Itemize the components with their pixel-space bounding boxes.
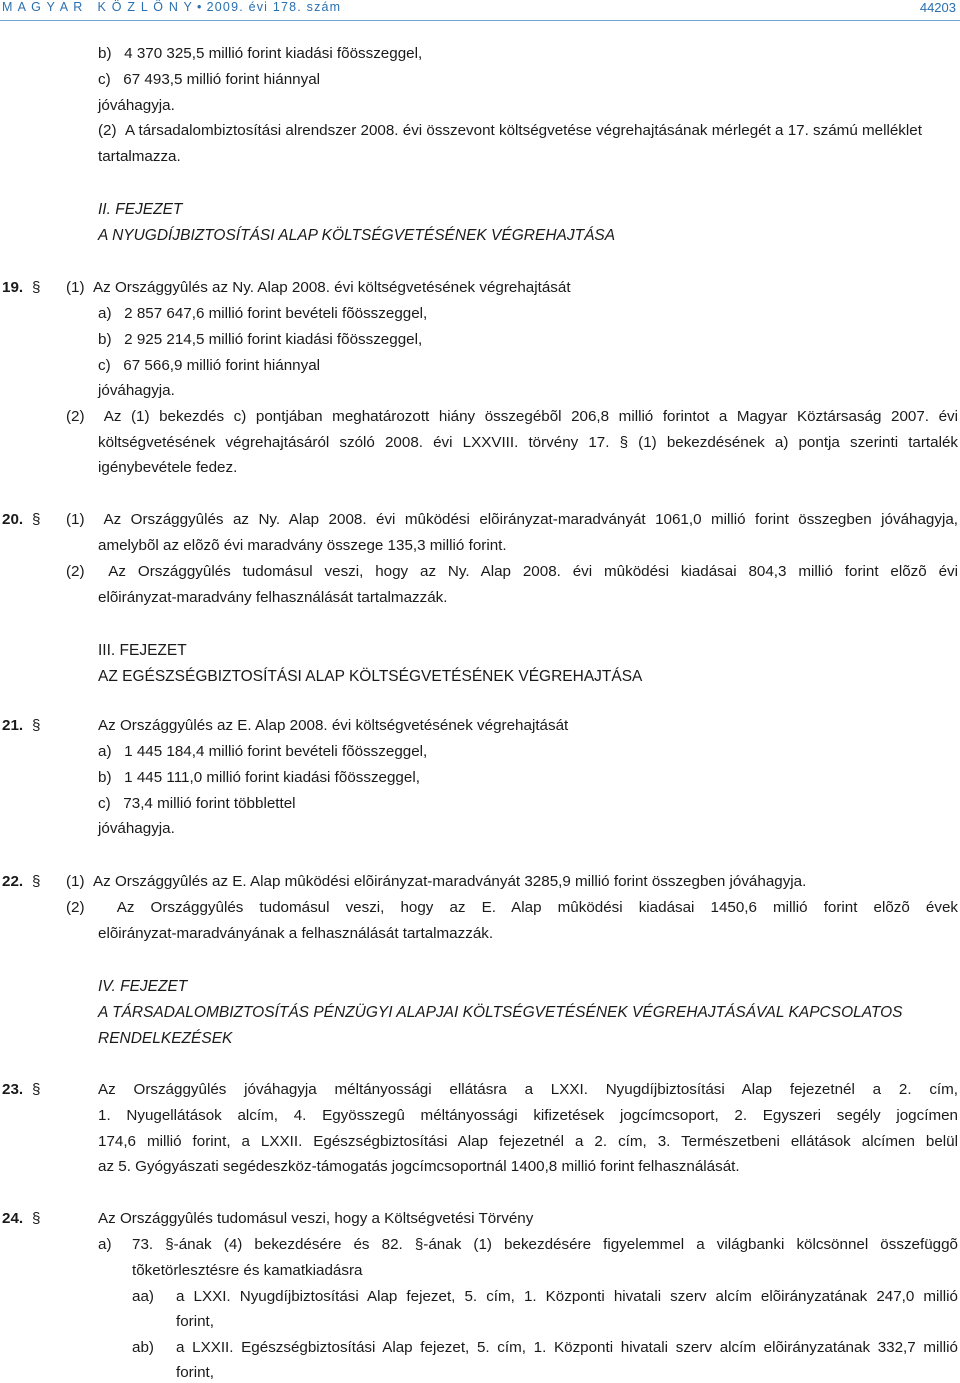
section-sign: § bbox=[32, 279, 41, 296]
paragraph-line: igénybevétele fedez. bbox=[98, 459, 238, 476]
header-rule bbox=[0, 20, 960, 21]
section-sign: § bbox=[32, 1081, 41, 1098]
section-number: 24. bbox=[2, 1210, 24, 1227]
paragraph-line: (1) Az Országgyûlés az E. Alap mûködési elõirányzat-maradványát 3285,9 millió forint összegben jóváhagyja. bbox=[66, 873, 807, 890]
paragraph-line: (2) Az Országgyûlés tudomásul veszi, hogy az E. Alap mûködési kiadásai 1450,6 millió forint elõzõ évek bbox=[66, 899, 958, 916]
list-item: tõketörlesztésre és kamatkiadásra bbox=[132, 1262, 363, 1279]
section-number: 23. bbox=[2, 1081, 24, 1098]
list-item: forint, bbox=[176, 1313, 214, 1330]
page-header bbox=[0, 0, 960, 22]
paragraph-line: amelybõl az elõzõ évi maradvány összege 135,3 millió forint. bbox=[98, 537, 507, 554]
journal-name: M A G Y A R K Ö Z L Ö N Y bbox=[2, 0, 194, 14]
paragraph-line: (2) Az Országgyûlés tudomásul veszi, hogy az Ny. Alap 2008. évi mûködési kiadásai 804,3 millió forint elõzõ évi bbox=[66, 563, 958, 580]
text-line: c) 67 493,5 millió forint hiánnyal bbox=[98, 71, 321, 88]
chapter-subtitle: AZ EGÉSZSÉGBIZTOSÍTÁSI ALAP KÖLTSÉGVETÉSÉNEK VÉGREHAJTÁSA bbox=[98, 668, 643, 685]
chapter-subtitle: A NYUGDÍJBIZTOSÍTÁSI ALAP KÖLTSÉGVETÉSÉNEK VÉGREHAJTÁSA bbox=[98, 227, 616, 244]
section-number: 20. bbox=[2, 511, 24, 528]
section-number: 22. bbox=[2, 873, 24, 890]
paragraph-line: az 5. Gyógyászati segédeszköz-támogatás jogcímcsoportnál 1400,8 millió forint felhasználását. bbox=[98, 1158, 740, 1175]
journal-header bbox=[2, 0, 341, 14]
paragraph-line: (1) Az Országgyûlés az Ny. Alap 2008. évi költségvetésének végrehajtását bbox=[66, 279, 571, 296]
chapter-title: II. FEJEZET bbox=[98, 201, 183, 218]
text-line: jóváhagyja. bbox=[98, 97, 175, 114]
list-item: forint, bbox=[176, 1364, 214, 1381]
section-sign: § bbox=[32, 717, 41, 734]
section-number: 19. bbox=[2, 279, 24, 296]
list-item: b) 1 445 111,0 millió forint kiadási fõösszeggel, bbox=[98, 769, 420, 786]
paragraph-line: 1. Nyugellátások alcím, 4. Egyösszegû méltányossági kifizetések jogcímcsoport, 2. Egyszeri segély jogcímen bbox=[98, 1107, 958, 1124]
paragraph-line: elõirányzat-maradvány felhasználását tartalmazzák. bbox=[98, 589, 448, 606]
chapter-subtitle: A TÁRSADALOMBIZTOSÍTÁS PÉNZÜGYI ALAPJAI KÖLTSÉGVETÉSÉNEK VÉGREHAJTÁSÁVAL KAPCSOLATOS bbox=[98, 1004, 903, 1021]
text-line: b) 4 370 325,5 millió forint kiadási fõösszeggel, bbox=[98, 45, 423, 62]
list-item: 73. §-ának (4) bekezdésére és 82. §-ának (1) bekezdésére figyelemmel a világbanki kölcsönnel összefüggõ bbox=[132, 1236, 958, 1253]
list-label: ab) bbox=[132, 1339, 154, 1356]
paragraph-line: Az Országgyûlés tudomásul veszi, hogy a Költségvetési Törvény bbox=[98, 1210, 534, 1227]
paragraph-line: (1) Az Országgyûlés az Ny. Alap 2008. évi mûködési elõirányzat-maradványát 1061,0 millió forint összegben jóváhagyja, bbox=[66, 511, 958, 528]
paragraph-line: Az Országgyûlés jóváhagyja méltányossági ellátásra a LXXI. Nyugdíjbiztosítási Alap fejezetnél a 2. cím, bbox=[98, 1081, 958, 1098]
paragraph-line: költségvetésének végrehajtásáról szóló 2008. évi LXXVIII. törvény 17. § (1) bekezdésének a) pontja szerinti tartalék bbox=[98, 434, 958, 451]
text-line: (2) A társadalombiztosítási alrendszer 2008. évi összevont költségvetése végrehajtásának mérlegét a 17. számú melléklet bbox=[98, 122, 922, 139]
list-label: aa) bbox=[132, 1288, 154, 1305]
text-line: jóváhagyja. bbox=[98, 382, 175, 399]
issue-label: 2009. évi 178. szám bbox=[206, 0, 342, 14]
section-sign: § bbox=[32, 1210, 41, 1227]
chapter-subtitle: RENDELKEZÉSEK bbox=[98, 1030, 233, 1047]
paragraph-line: 174,6 millió forint, a LXXII. Egészségbiztosítási Alap fejezetnél a 2. cím, 3. Természetbeni ellátások alcímen belül bbox=[98, 1133, 958, 1150]
text-line: jóváhagyja. bbox=[98, 820, 175, 837]
paragraph-line: Az Országgyûlés az E. Alap 2008. évi költségvetésének végrehajtását bbox=[98, 717, 569, 734]
section-number: 21. bbox=[2, 717, 24, 734]
paragraph-line: elõirányzat-maradványának a felhasználását tartalmazzák. bbox=[98, 925, 494, 942]
chapter-title: IV. FEJEZET bbox=[98, 978, 188, 995]
list-item: c) 73,4 millió forint többlettel bbox=[98, 795, 296, 812]
chapter-title: III. FEJEZET bbox=[98, 642, 187, 659]
paragraph-line: (2) Az (1) bekezdés c) pontjában meghatározott hiány összegébõl 206,8 millió forintot a Magyar Köztársaság 2007. évi bbox=[66, 408, 958, 425]
list-item: a) 2 857 647,6 millió forint bevételi fõösszeggel, bbox=[98, 305, 428, 322]
page-number: 44203 bbox=[919, 0, 956, 15]
list-item: c) 67 566,9 millió forint hiánnyal bbox=[98, 357, 321, 374]
text-line: tartalmazza. bbox=[98, 148, 181, 165]
section-sign: § bbox=[32, 511, 41, 528]
bullet-separator: • bbox=[197, 0, 203, 14]
list-item: b) 2 925 214,5 millió forint kiadási fõösszeggel, bbox=[98, 331, 423, 348]
list-item: a) 1 445 184,4 millió forint bevételi fõösszeggel, bbox=[98, 743, 428, 760]
list-item: a LXXII. Egészségbiztosítási Alap fejezet, 5. cím, 1. Központi hivatali szerv alcím elõirányzatának 332,7 millió bbox=[176, 1339, 958, 1356]
list-label: a) bbox=[98, 1236, 112, 1253]
section-sign: § bbox=[32, 873, 41, 890]
list-item: a LXXI. Nyugdíjbiztosítási Alap fejezet, 5. cím, 1. Központi hivatali szerv alcím elõirányzatának 247,0 millió bbox=[176, 1288, 958, 1305]
